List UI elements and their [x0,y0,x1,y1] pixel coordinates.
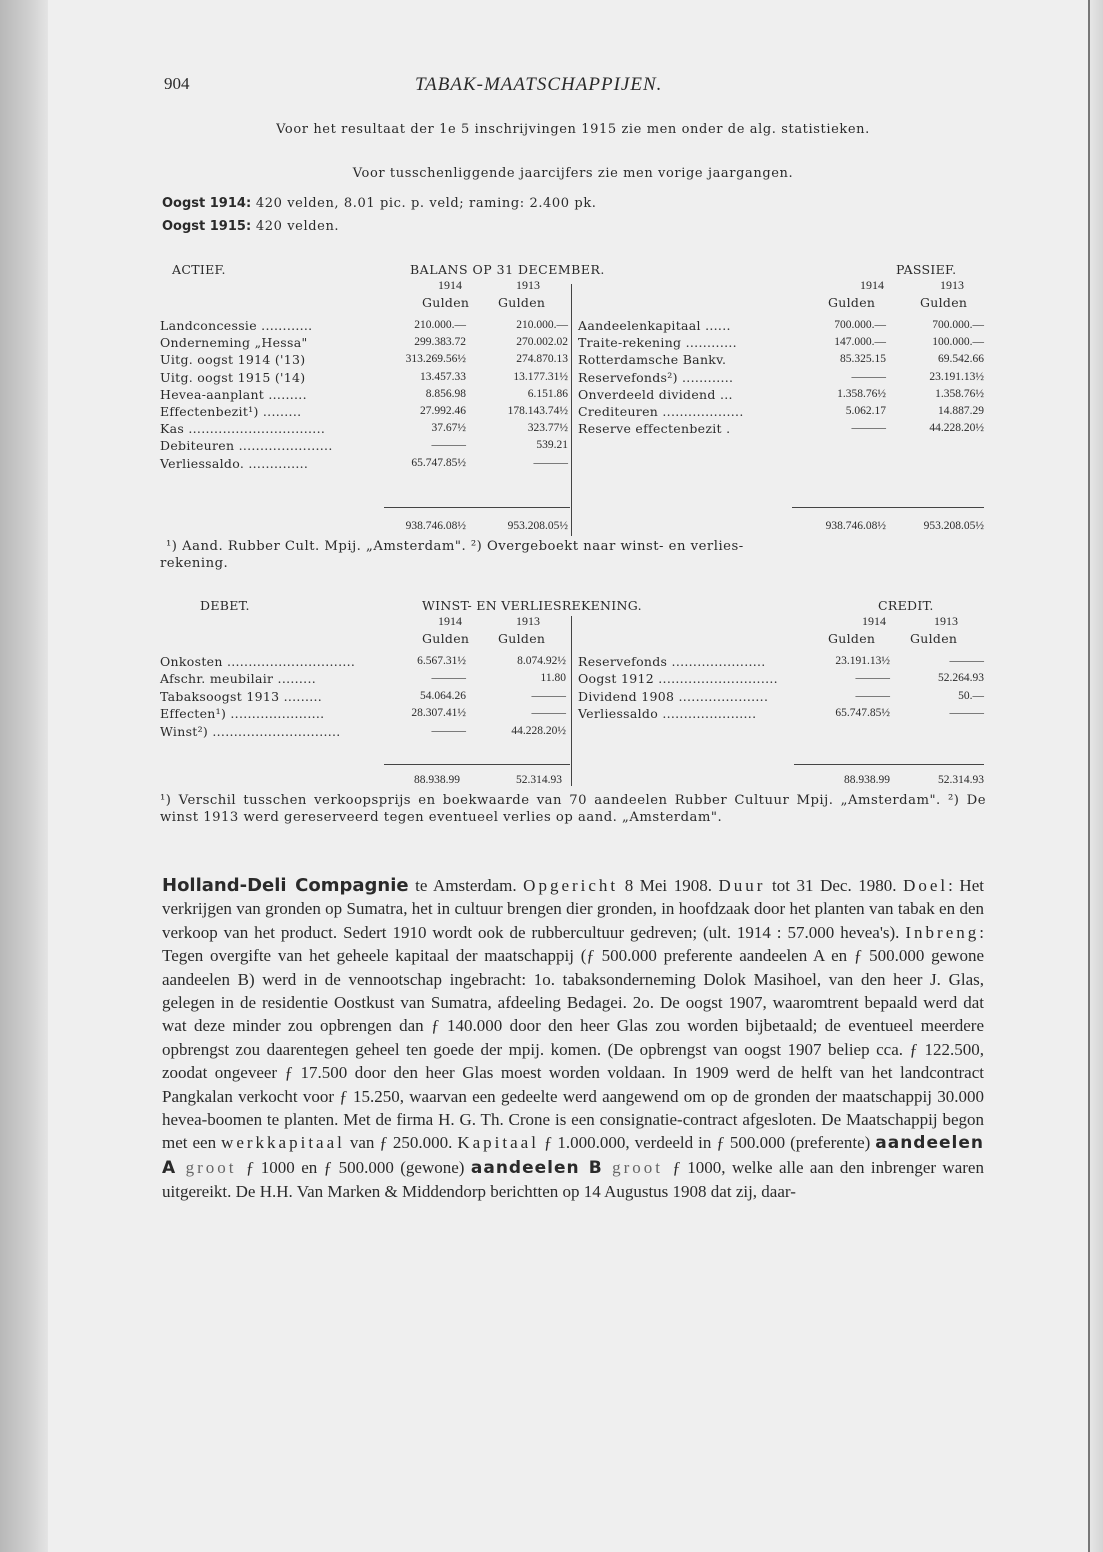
row-value-1914: 85.325.15 [840,353,886,366]
passief-total-1914: 938.746.08½ [825,520,886,532]
row-value-1913: 50.— [958,689,984,702]
actief-heading: ACTIEF. [172,262,226,277]
row-value-1913: 8.074.92½ [517,655,566,667]
row-value-1913: 700.000.— [932,319,984,331]
page-number: 904 [164,74,190,93]
row-value-1914: 700.000.— [834,319,886,331]
row-value-1914: 37.67½ [431,422,466,435]
row-label: Reservefonds²) ............ [578,369,734,385]
row-value-1913: 23.191.13½ [929,370,984,383]
winst-footnote: ¹) Verschil tusschen verkoopsprijs en boekwaarde van 70 aandeelen Rubber Cultuur Mpij. „Amsterdam". ²) De winst 1913 werd gereserveerd tegen eventueel verlies op aand. „Amsterdam". [160,793,986,825]
balans-footnote [160,538,986,572]
scan-binding-edge [0,0,48,1552]
actief-total-1914: 938.746.08½ [405,520,466,532]
row-label: Kas ................................ [160,421,326,437]
actief-unit-1914: Gulden [422,295,470,310]
row-value-1914: 54.064.26 [420,689,466,702]
row-value-1914: 23.191.13½ [835,655,890,667]
debet-total-1914: 88.938.99 [414,774,460,786]
balans-center-divider [571,284,572,536]
row-label: Hevea-aanplant ......... [160,386,307,402]
company-name: Holland-Deli Compagnie [162,875,409,896]
text-segment: 8 Mei 1908. [618,876,719,895]
row-value-1914: 5.062.17 [845,405,886,417]
row-value-1914: 210.000.— [414,319,466,331]
credit-unit-1914: Gulden [828,631,876,646]
row-value-1913: 6.151.86 [527,387,568,400]
row-label: Winst²) .............................. [160,723,341,739]
row-value-1913: 323.77½ [527,422,568,435]
row-label: Onkosten .............................. [160,654,356,669]
row-value-1913: 539.21 [536,439,568,452]
credit-year-1914: 1914 [862,614,886,628]
passief-total-1913: 953.208.05½ [923,520,984,532]
credit-heading: CREDIT. [878,598,934,613]
intro-line-1: Voor het resultaat der 1e 5 inschrijvingen 1915 zie men onder de alg. statistieken. [276,122,870,137]
row-value-1913: 13.177.31½ [513,370,568,383]
passief-year-1914: 1914 [860,278,884,292]
groot-label: groot [602,1157,673,1177]
actief-total-1913: 953.208.05½ [507,520,568,532]
row-value-1913: 274.870.13 [516,353,568,366]
actief-total-rule [384,507,570,508]
text-segment: te Amsterdam. [408,876,524,895]
row-label: Uitg. oogst 1915 ('14) [160,369,306,385]
row-label: Tabaksoogst 1913 ......... [160,688,323,704]
text-segment: : Het verkrijgen van gronden op Sumatra, het in cultuur brengen dier gronden, in hoofdzaak door het planten van tabak en den verkoop van het product. Sedert 1910 wordt ook de rubbercultuur gedreven; (ult. 1914 : 57.000 hevea's). [162,876,984,942]
opgericht-label: Opgericht [523,876,619,895]
row-value-1913: 100.000.— [932,336,984,349]
oogst-1914-line [162,196,597,211]
row-label: Effectenbezit¹) ......... [160,404,302,419]
winst-title: WINST- EN VERLIESREKENING. [422,598,642,613]
debet-unit-1913: Gulden [498,631,546,646]
debet-heading: DEBET. [200,598,250,613]
passief-year-1913: 1913 [940,278,964,292]
row-label: Oogst 1912 ............................ [578,671,778,687]
actief-year-1913: 1913 [516,278,540,292]
row-label: Onderneming „Hessa" [160,335,308,351]
actief-year-1914: 1914 [438,278,462,292]
row-value-1913: 52.264.93 [938,672,984,685]
debet-total-rule [384,764,570,765]
row-value-1914: 8.856.98 [425,387,466,400]
text-segment: : Tegen overgifte van het geheele kapitaal der maatschappij (ƒ 500.000 preferente aandeelen A en ƒ 500.000 gewone aandeelen B) werd in de vennootschap ingebracht: 1o. tabaksonderneming Dolok Masihoel, van den heer J. Glas, gelegen in de residentie Oostkust van Sumatra, afdeeling Bedagei. 2o. De oogst 1907, waaromtrent bepaald werd dat wat deze minder zou opbrengen dan ƒ 140.000 door den heer Glas zou worden bijbetaald; de eventueel meerdere opbrengst zou daarentegen geheel ten goede der mpij. komen. (De opbrengst van oogst 1907 beliep cca. ƒ 122.500, zoodat ongeveer ƒ 17.500 door den heer Glas moest worden voldaan. In 1909 werd de helft van het landcontract Pangkalan verkocht voor ƒ 15.250, waarvan een gedeelte werd aangewend om op de gronden der maatschappij 30.000 hevea-boomen te planten. Met de firma H. G. Th. Crone is een consignatie-contract afgesloten. De Maatschappij begon met een [162,922,984,1153]
row-value-1914: 1.358.76½ [837,387,886,400]
row-value-1914: ——— [855,689,890,702]
row-value-1914: 28.307.41½ [411,707,466,720]
row-value-1913: 178.143.74½ [507,405,568,417]
credit-total-1914: 88.938.99 [844,774,890,786]
oogst-1914-text: 420 velden, 8.01 pic. p. veld; raming: 2.400 pk. [255,196,597,211]
row-label: Verliessaldo. .............. [160,455,309,471]
aandeelen-a-label: aandeelen A [162,1133,984,1178]
row-value-1913: ——— [531,689,566,702]
row-value-1914: 299.383.72 [414,336,466,349]
oogst-1915-text: 420 velden. [255,219,340,234]
row-value-1913: ——— [531,707,566,720]
running-title: TABAK-MAATSCHAPPIJEN. [415,74,663,95]
row-label: Rotterdamsche Bankv. [578,352,727,368]
text-segment: van ƒ 250.000. [344,1133,458,1153]
row-label: Effecten¹) ...................... [160,706,325,722]
passief-unit-1913: Gulden [920,295,968,310]
debet-year-1914: 1914 [438,614,462,628]
row-label: Onverdeeld dividend ... [578,386,733,402]
page-header [160,74,986,98]
row-value-1913: 44.228.20½ [929,422,984,435]
text-segment: ƒ 1000 en ƒ 500.000 (gewone) [245,1157,471,1177]
oogst-1915-label: Oogst 1915: [162,219,252,234]
row-label: Landconcessie ............ [160,318,313,333]
row-value-1913: 11.80 [540,672,566,685]
passief-heading: PASSIEF. [896,262,957,277]
credit-unit-1913: Gulden [910,631,958,646]
row-value-1914: ——— [431,439,466,452]
duur-label: Duur [718,876,766,895]
row-value-1914: ——— [851,422,886,435]
doel-label: Doel [903,876,949,895]
row-value-1914: 27.992.46 [420,405,466,417]
row-label: Dividend 1908 ..................... [578,688,769,704]
row-label: Crediteuren ................... [578,404,744,419]
row-value-1913: 44.228.20½ [511,724,566,737]
row-value-1914: ——— [431,672,466,685]
row-value-1913: 210.000.— [516,319,568,331]
debet-total-1913: 52.314.93 [516,774,562,786]
row-label: Afschr. meubilair ......... [160,671,317,687]
row-value-1913: ——— [949,707,984,720]
groot-label: groot [176,1157,246,1177]
text-segment: ƒ 1.000.000, verdeeld in ƒ 500.000 (preferente) [538,1133,876,1153]
oogst-1914-label: Oogst 1914: [162,196,252,211]
actief-unit-1913: Gulden [498,295,546,310]
row-value-1914: ——— [431,724,466,737]
aandeelen-b-label: aandeelen B [470,1157,603,1178]
credit-total-rule [794,764,984,765]
row-value-1913: 69.542.66 [938,353,984,366]
intro-line-2: Voor tusschenliggende jaarcijfers zie men vorige jaargangen. [352,166,794,181]
row-value-1914: 65.747.85½ [835,707,890,720]
balans-footnote-line-1: ¹) Aand. Rubber Cult. Mpij. „Amsterdam". ²) Overgeboekt naar winst- en verlies- [166,539,744,554]
row-label: Debiteuren ...................... [160,438,333,454]
balans-title: BALANS OP 31 DECEMBER. [410,262,605,277]
row-value-1914: ——— [855,672,890,685]
passief-total-rule [792,507,984,508]
balans-footnote-line-2: rekening. [160,556,229,571]
row-value-1914: 313.269.56½ [405,353,466,366]
row-value-1914: 13.457.33 [420,370,466,383]
passief-unit-1914: Gulden [828,295,876,310]
text-segment: ƒ 1000, welke alle aan den inbrenger waren uitgereikt. De H.H. Van Marken & Middendorp berichtten op 14 Augustus 1908 dat zij, daar- [162,1157,984,1202]
company-description [162,874,984,1204]
werkkapitaal-label: werkkapitaal [221,1133,345,1153]
debet-unit-1914: Gulden [422,631,470,646]
text-segment: tot 31 Dec. 1980. [765,876,904,895]
row-label: Traite-rekening ............ [578,335,737,351]
row-value-1914: 65.747.85½ [411,456,466,469]
scan-page-edge [1088,0,1103,1552]
row-value-1913: 1.358.76½ [935,387,984,400]
inbreng-label: Inbreng [905,922,980,942]
row-label: Aandeelenkapitaal ...... [578,318,731,333]
row-value-1913: ——— [949,655,984,667]
row-value-1914: 147.000.— [834,336,886,349]
row-label: Verliessaldo ...................... [578,706,757,722]
oogst-1915-line [162,219,339,234]
row-value-1913: ——— [533,456,568,469]
row-value-1914: ——— [851,370,886,383]
debet-year-1913: 1913 [516,614,540,628]
row-value-1913: 270.002.02 [516,336,568,349]
kapitaal-label: Kapitaal [457,1133,539,1153]
row-value-1913: 14.887.29 [938,405,984,417]
row-label: Reserve effectenbezit . [578,421,731,437]
row-label: Reservefonds ...................... [578,654,766,669]
row-label: Uitg. oogst 1914 ('13) [160,352,306,368]
row-value-1914: 6.567.31½ [417,655,466,667]
credit-total-1913: 52.314.93 [938,774,984,786]
winst-center-divider [571,616,572,786]
credit-year-1913: 1913 [934,614,958,628]
